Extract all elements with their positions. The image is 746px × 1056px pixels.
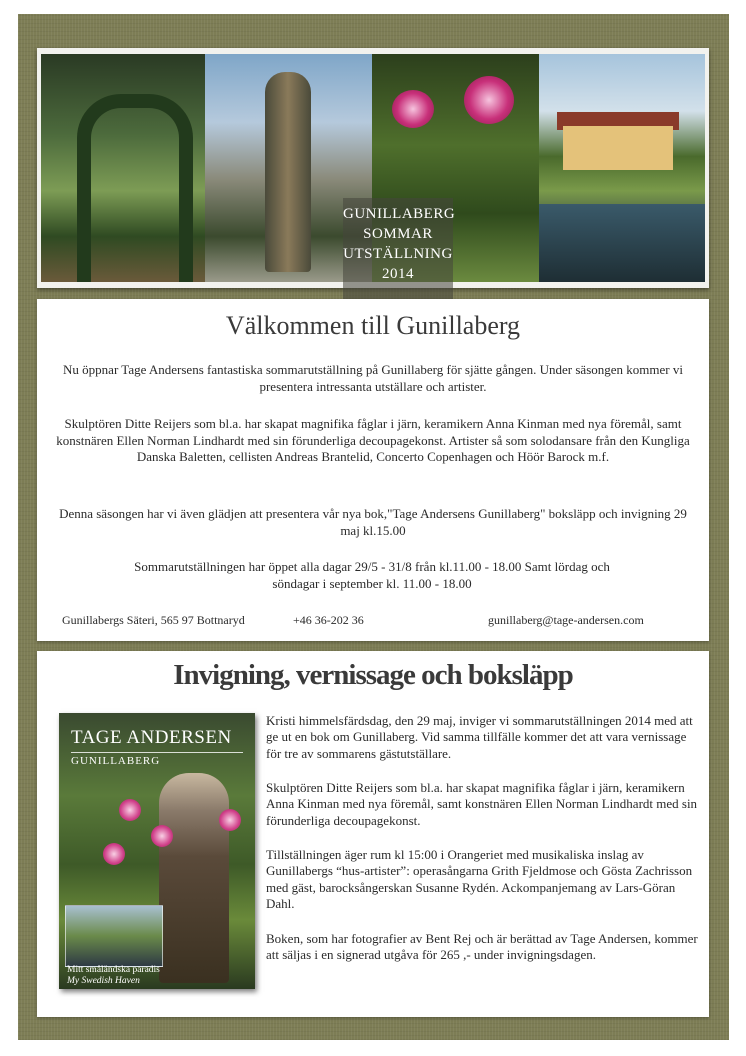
lake-water	[539, 204, 705, 282]
book-title: TAGE ANDERSEN	[71, 727, 232, 748]
footer-address: Gunillabergs Säteri, 565 97 Bottnaryd	[62, 613, 245, 627]
cover-blossom	[151, 825, 173, 847]
footer-email: gunillaberg@tage-andersen.com	[488, 613, 644, 627]
book-caption-english: My Swedish Haven	[67, 976, 140, 986]
event-paragraph: Kristi himmelsfärdsdag, den 29 maj, inviger vi sommarutställningen 2014 med att ge ut en bok om Gunillaberg. Vid samma tillfälle kommer det att vara vernissage för tre av sommarens gästutställare.	[266, 713, 693, 761]
event-paragraph: Skulptören Ditte Reijers som bl.a. har skapat magnifika fåglar i järn, keramikern Anna Kinman med nya föremål, samt konstnären Ellen Norman Lindhardt med sin förunderliga decoupagekonst.	[266, 780, 698, 828]
cover-inset-photo	[65, 905, 163, 967]
cover-blossom	[219, 809, 241, 831]
event-heading: Invigning, vernissage och boksläpp	[173, 659, 573, 691]
book-subtitle: GUNILLABERG	[71, 755, 161, 767]
manor-house	[563, 126, 673, 170]
welcome-paragraph: Sommarutställningen har öppet alla dagar 29/5 - 31/8 från kl.11.00 - 18.00 Samt lördag och söndagar i september kl. 11.00 - 18.00	[134, 559, 610, 591]
lily-flower	[464, 76, 514, 124]
footer-phone: +46 36-202 36	[293, 613, 364, 627]
cover-blossom	[103, 843, 125, 865]
cover-blossom	[119, 799, 141, 821]
book-caption: Mitt småländska paradis	[67, 965, 160, 975]
book-title-rule	[71, 752, 243, 753]
banner-title-line: 2014	[382, 266, 414, 282]
welcome-heading: Välkommen till Gunillaberg	[225, 311, 521, 340]
banner-title-line: GUNILLABERG	[343, 206, 456, 222]
lily-flower	[392, 90, 434, 128]
event-card	[37, 651, 709, 1017]
event-paragraph: Tillställningen äger rum kl 15:00 i Orangeriet med musikaliska inslag av Gunillabergs “hus-artister”: operasångarna Grith Fjeldmose och Gösta Zachrisson med gäst, barocksångerskan Susanne Rydén. Ackompanjemang av Lars-Göran Dahl.	[266, 847, 693, 911]
banner-title-line: UTSTÄLLNING	[343, 246, 453, 262]
book-cover	[59, 713, 255, 989]
photo-banner	[37, 48, 709, 288]
cover-person	[159, 773, 229, 983]
welcome-paragraph: Denna säsongen har vi även glädjen att presentera vår nya bok,"Tage Andersens Gunillaberg" boksläpp och invigning 29 maj kl.15.00	[59, 506, 687, 538]
photo-manor-house	[539, 54, 705, 282]
banner-title-line: SOMMAR	[363, 226, 433, 242]
event-paragraph: Boken, som har fotografier av Bent Rej och är berättad av Tage Andersen, kommer att säljas i en signerad utgåva för 265 ,- under invigningsdagen.	[266, 931, 698, 963]
photo-hedge-arch	[41, 54, 205, 282]
hedge-arch-shape	[77, 94, 193, 282]
welcome-card	[37, 299, 709, 641]
tower-shape	[265, 72, 311, 272]
welcome-paragraph: Nu öppnar Tage Andersens fantastiska sommarutställning på Gunillaberg för sjätte gången. Under säsongen kommer vi presentera intressanta utställare och artister.	[63, 362, 683, 394]
welcome-paragraph: Skulptören Ditte Reijers som bl.a. har skapat magnifika fåglar i järn, keramikern Anna Kinman med nya föremål, samt konstnären Ellen Norman Lindhardt med sin förunderliga decoupagekonst. Artister så som solodansare från den Kungliga Danska Baletten, cellisten Andreas Brantelid, Concerto Copenhagen och Höör Barock m.f.	[56, 416, 690, 464]
